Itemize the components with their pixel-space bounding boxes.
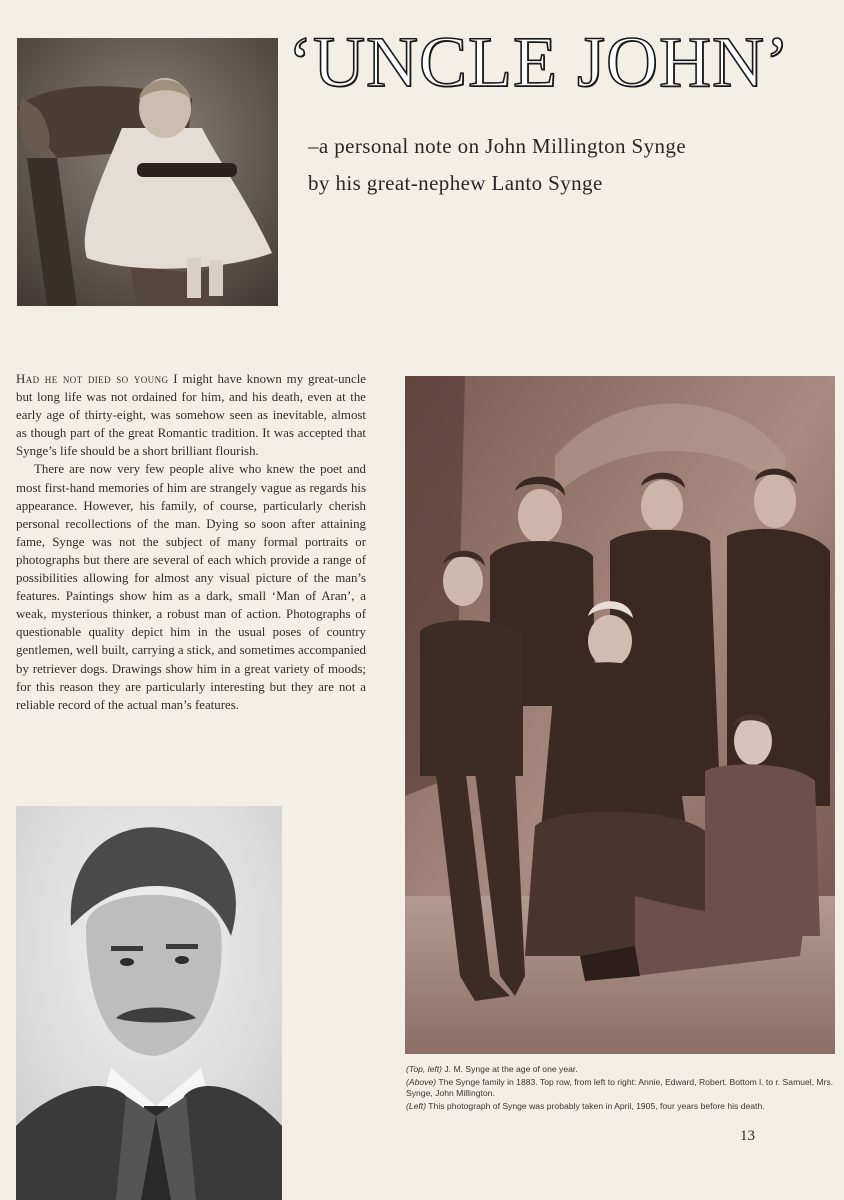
article-title: ‘UNCLE JOHN’ [288, 22, 790, 102]
family-photo [405, 376, 835, 1054]
caption-infant-text: J. M. Synge at the age of one year. [441, 1064, 578, 1074]
caption-portrait-tag: (Left) [406, 1100, 427, 1111]
subtitle-line-1: –a personal note on John Millington Synge [308, 134, 687, 158]
portrait-photo [16, 806, 282, 1200]
caption-portrait [406, 1101, 836, 1111]
caption-infant-tag: (Top, left) [406, 1064, 442, 1074]
infant-photo-image [17, 38, 278, 306]
family-photo-image [405, 376, 835, 1054]
article-subtitle [308, 128, 828, 202]
caption-infant [406, 1064, 836, 1074]
subtitle-line-2: by his great-nephew Lanto Synge [308, 171, 603, 195]
paragraph-2: There are now very few people alive who knew the poet and most first-hand memories of him are strangely vague as regards his appearance. However, his family, of course, particularly cherish personal recollections of the man. Dying so soon after attaining fame, Synge was not the subject of many formal portraits or photographs but there are several of each which provide a range of possibilities allowing for almost any visual picture of the man’s features. Paintings show him as a dark, small ‘Man of Aran’, a weak, mysterious thinker, a robust man of action. Photographs of questionable quality depict him in the usual poses of country gentlemen, well built, carrying a stick, and sometimes accompanied by retriever dogs. Drawings show him in a great variety of moods; for this reason they are particularly interesting but they are not a reliable record of the actual man’s features. [16, 462, 366, 712]
caption-family [406, 1077, 836, 1098]
page-number: 13 [740, 1128, 755, 1144]
infant-photo [17, 38, 278, 306]
photo-captions [406, 1064, 836, 1114]
caption-family-tag: (Above) [406, 1077, 437, 1088]
portrait-photo-image [16, 806, 282, 1200]
lead-in: Had he not died so young [16, 372, 169, 386]
paragraph-1-text: I might have known my great-uncle but long life was not ordained for him, and his death, even at the early age of thirty-eight, was somehow seen as inevitable, almost as though part of the great Romantic tradition. It was accepted that Synge’s life should be a short brilliant flourish. [16, 372, 367, 459]
caption-family-text: The Synge family in 1883. Top row, from left to right: Annie, Edward, Robert. Bottom l. to r. Samuel, Mrs. Synge, John Millington. [406, 1077, 834, 1098]
article-body [16, 370, 366, 714]
caption-portrait-text: This photograph of Synge was probably taken in April, 1905, four years before his death. [426, 1100, 765, 1111]
paragraph-1 [16, 370, 366, 460]
